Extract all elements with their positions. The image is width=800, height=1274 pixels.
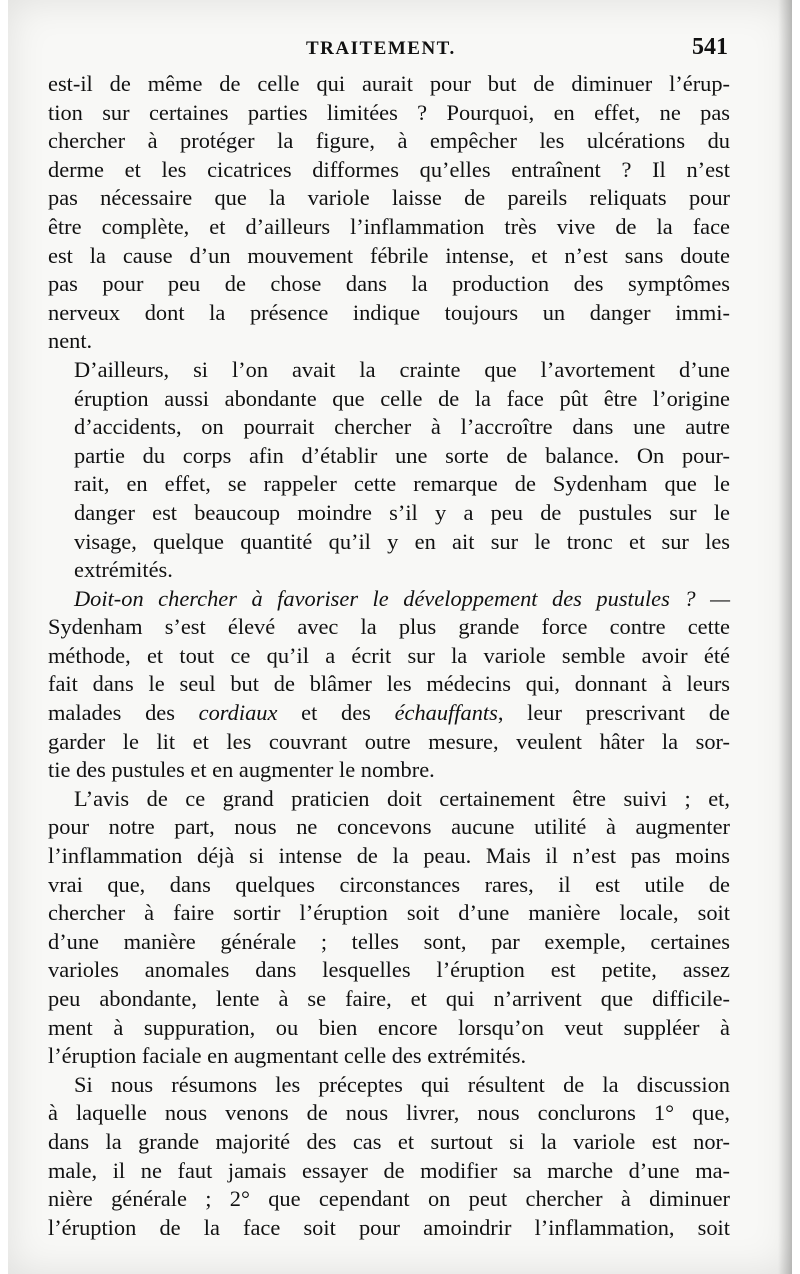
paragraph-5 <box>48 1071 730 1243</box>
text-line: fait dans le seul but de blâmer les médecins qui, donnant à leurs <box>48 671 730 697</box>
text-line: l’inflammation déjà si intense de la peau. Mais il n’est pas moins <box>48 843 730 869</box>
text-line: Sydenham s’est élevé avec la plus grande force contre cette <box>48 614 730 640</box>
italic-term: échauffants <box>394 700 498 726</box>
text-line: chercher à faire sortir l’éruption soit d’une manière locale, soit <box>48 900 730 926</box>
text-line: D’ailleurs, si l’on avait la crainte que l’avortement d’une <box>74 356 730 382</box>
text-line: chercher à protéger la figure, à empêcher les ulcérations du <box>48 128 730 154</box>
text-line: l’éruption de la face soit pour amoindrir l’inflammation, soit <box>48 1214 730 1240</box>
text-line: extrémités. <box>74 557 173 583</box>
text-line: l’éruption faciale en augmentant celle des extrémités. <box>48 1043 527 1069</box>
text-line: rait, en effet, se rappeler cette remarque de Sydenham que le <box>74 471 730 497</box>
page-header <box>8 34 792 68</box>
text-line: méthode, et tout ce qu’il a écrit sur la variole semble avoir été <box>48 642 730 668</box>
text-line: est-il de même de celle qui aurait pour but de diminuer l’érup- <box>48 71 730 96</box>
text-line: vrai que, dans quelques circonstances rares, il est utile de <box>48 871 730 897</box>
text-line: partie du corps afin d’établir une sorte de balance. On pour- <box>74 442 730 468</box>
paragraph-2 <box>48 356 730 585</box>
text-line: pas pour peu de chose dans la production des symptômes <box>48 271 730 297</box>
paragraph-4 <box>48 785 730 1071</box>
text-line: male, il ne faut jamais essayer de modifier sa marche d’une ma- <box>48 1157 730 1183</box>
text-line: tion sur certaines parties limitées ? Pourquoi, en effet, ne pas <box>48 99 730 125</box>
page-number: 541 <box>692 34 728 60</box>
text-line: à laquelle nous venons de nous livrer, nous conclurons 1° que, <box>48 1100 730 1126</box>
text-line: pour notre part, nous ne concevons aucune utilité à augmenter <box>48 814 730 840</box>
text-line: visage, quelque quantité qu’il y en ait sur le tronc et sur les <box>74 528 730 554</box>
paragraph-1 <box>48 70 730 356</box>
text-line: éruption aussi abondante que celle de la face pût être l’origine <box>74 385 730 411</box>
text-line: ment à suppuration, ou bien encore lorsqu’on veut suppléer à <box>48 1014 730 1040</box>
text-line: nière générale ; 2° que cependant on peut chercher à diminuer <box>48 1186 730 1212</box>
text-line: nent. <box>48 328 93 354</box>
running-title: TRAITEMENT. <box>306 38 456 59</box>
text-line: être complète, et d’ailleurs l’inflammation très vive de la face <box>48 213 730 239</box>
text-line: est la cause d’un mouvement fébrile intense, et n’est sans doute <box>48 242 730 268</box>
text-line: L’avis de ce grand praticien doit certainement être suivi ; et, <box>74 785 730 811</box>
text-line: peu abondante, lente à se faire, et qui n’arrivent que difficile- <box>48 986 730 1011</box>
text-line: d’une manière générale ; telles sont, par exemple, certaines <box>48 928 730 954</box>
paragraph-3 <box>48 585 730 785</box>
book-page <box>8 0 792 1274</box>
section-question-line: Doit-on chercher à favoriser le développement des pustules ? — <box>74 585 730 611</box>
body-text <box>48 70 730 1242</box>
text-line: pas nécessaire que la variole laisse de pareils reliquats pour <box>48 185 730 211</box>
text-line: derme et les cicatrices difformes qu’elles entraînent ? Il n’est <box>48 156 730 182</box>
text-line: malades des cordiaux et des échauffants, leur prescrivant de <box>48 700 730 726</box>
text-line: d’accidents, on pourrait chercher à l’accroître dans une autre <box>74 414 730 440</box>
text-line: garder le lit et les couvrant outre mesure, veulent hâter la sor- <box>48 728 730 754</box>
text-line: nerveux dont la présence indique toujours un danger immi- <box>48 299 730 325</box>
text-line: tie des pustules et en augmenter le nombre. <box>48 757 435 783</box>
italic-term: cordiaux <box>198 700 278 726</box>
text-line: danger est beaucoup moindre s’il y a peu de pustules sur le <box>74 499 730 525</box>
text-line: Si nous résumons les préceptes qui résultent de la discussion <box>74 1071 730 1097</box>
text-line: dans la grande majorité des cas et surtout si la variole est nor- <box>48 1128 730 1154</box>
text-line: varioles anomales dans lesquelles l’éruption est petite, assez <box>48 957 730 983</box>
